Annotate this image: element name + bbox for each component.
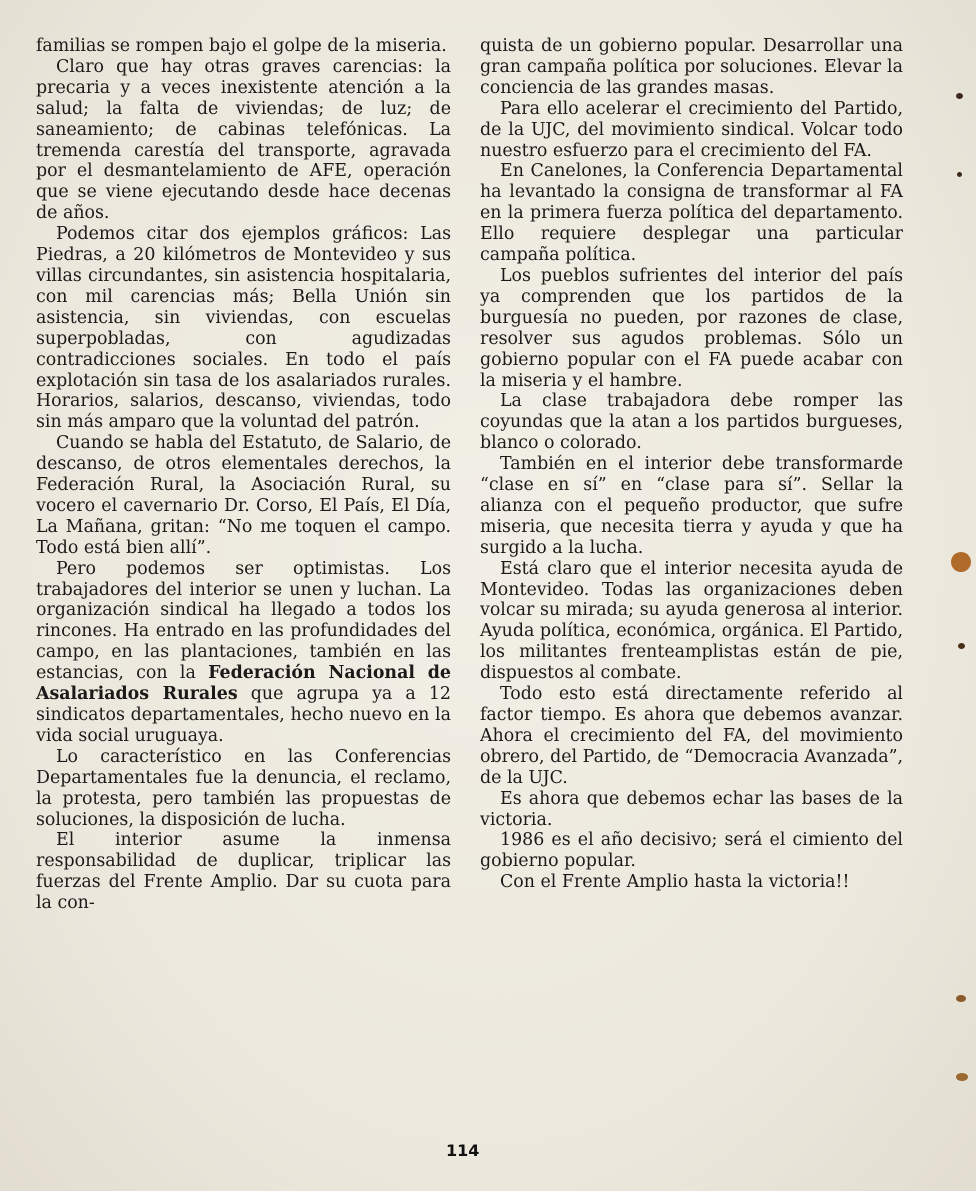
binding-hole-mark — [958, 643, 965, 649]
paragraph: Los pueblos sufrientes del interior del país ya comprenden que los partidos de la burguesía no pueden, por razones de clase, resolver sus agudos problemas. Sólo un gobierno popular con el FA puede acabar con la miseria y el hambre. — [480, 265, 903, 391]
binding-hole-mark — [957, 172, 962, 177]
binding-hole-mark — [956, 995, 966, 1002]
closing-slogan: Con el Frente Amplio hasta la victoria!! — [500, 872, 850, 893]
right-text-column — [480, 36, 903, 893]
paragraph: Para ello acelerar el crecimiento del Partido, de la UJC, del movimiento sindical. Volcar todo nuestro esfuerzo para el crecimiento del FA. — [480, 98, 903, 161]
paragraph: quista de un gobierno popular. Desarrollar una gran campaña política por soluciones. Elevar la conciencia de las grandes masas. — [480, 36, 903, 98]
paragraph: Está claro que el interior necesita ayuda de Montevideo. Todas las organizaciones deben volcar su mirada; su ayuda generosa al interior. Ayuda política, económica, orgánica. El Partido, los militantes frenteamplistas están de pie, dispuestos al combate. — [480, 558, 904, 684]
paragraph: El interior asume la inmensa responsabilidad de duplicar, triplicar las fuerzas del Frente Amplio. Dar su cuota para la con- — [36, 830, 451, 914]
federation-name: Federación Nacional de Asalariados Rurales — [36, 663, 451, 705]
paragraph: 1986 es el año decisivo; será el cimiento del gobierno popular. — [480, 830, 903, 872]
paragraph: familias se rompen bajo el golpe de la miseria. — [36, 36, 447, 56]
paragraph: Podemos citar dos ejemplos gráficos: Las Piedras, a 20 kilómetros de Montevideo y sus villas circundantes, sin asistencia hospitalaria, con mil carencias más; Bella Unión sin asistencia, sin viviendas, con escuelas superpobladas, con agudizadas contradicciones sociales. En todo el país explotación sin tasa de los asalariados rurales. Horarios, salarios, descanso, viviendas, todo sin más amparo que la voluntad del patrón. — [36, 224, 451, 433]
binding-hole-mark — [956, 93, 963, 99]
binding-hole-mark — [951, 552, 971, 572]
left-text-column — [36, 36, 451, 914]
page-number: 114 — [446, 1141, 480, 1160]
paragraph: Es ahora que debemos echar las bases de la victoria. — [480, 788, 903, 830]
paragraph: Cuando se habla del Estatuto, de Salario, de descanso, de otros elementales derechos, la Federación Rural, la Asociación Rural, su vocero el cavernario Dr. Corso, El País, El Día, La Mañana, gritan: “No me toquen el campo. Todo está bien allí”. — [36, 433, 451, 558]
paragraph: También en el interior debe transformarde “clase en sí” en “clase para sí”. Sellar la alianza con el pequeño productor, que sufre miseria, que necesita tierra y ayuda y que ha surgido a la lucha. — [480, 454, 903, 558]
paragraph: Claro que hay otras graves carencias: la precaria y a veces inexistente atención a la salud; la falta de viviendas; de luz; de saneamiento; de cabinas telefónicas. La tremenda carestía del transporte, agravada por el desmantelamiento de AFE, operación que se viene ejecutando desde hace decenas de años. — [36, 56, 451, 224]
paragraph: Todo esto está directamente referido al factor tiempo. Es ahora que debemos avanzar. Ahora el crecimiento del FA, del movimiento obrero, del Partido, de “Democracia Avanzada”, de la UJC. — [480, 684, 903, 788]
paragraph — [36, 559, 451, 747]
binding-hole-mark — [956, 1073, 968, 1081]
paragraph: Lo característico en las Conferencias Departamentales fue la denuncia, el reclamo, la protesta, pero también las propuestas de soluciones, la disposición de lucha. — [36, 746, 451, 830]
paragraph-text: Pero podemos ser optimistas. Los trabajadores del interior se unen y luchan. La organización sindical ha llegado a todos los rincones. Ha entrado en las profundidades del campo, en las plantaciones, también en las estancias, con la — [36, 558, 451, 684]
paragraph: En Canelones, la Conferencia Departamental ha levantado la consigna de transformar al FA en la primera fuerza política del departamento. Ello requiere desplegar una particular campaña política. — [480, 161, 903, 266]
paragraph-text: que agrupa ya a 12 sindicatos departamentales, hecho nuevo en la vida social uruguaya. — [36, 684, 451, 746]
paragraph: La clase trabajadora debe romper las coyundas que la atan a los partidos burgueses, blanco o colorado. — [480, 391, 903, 454]
